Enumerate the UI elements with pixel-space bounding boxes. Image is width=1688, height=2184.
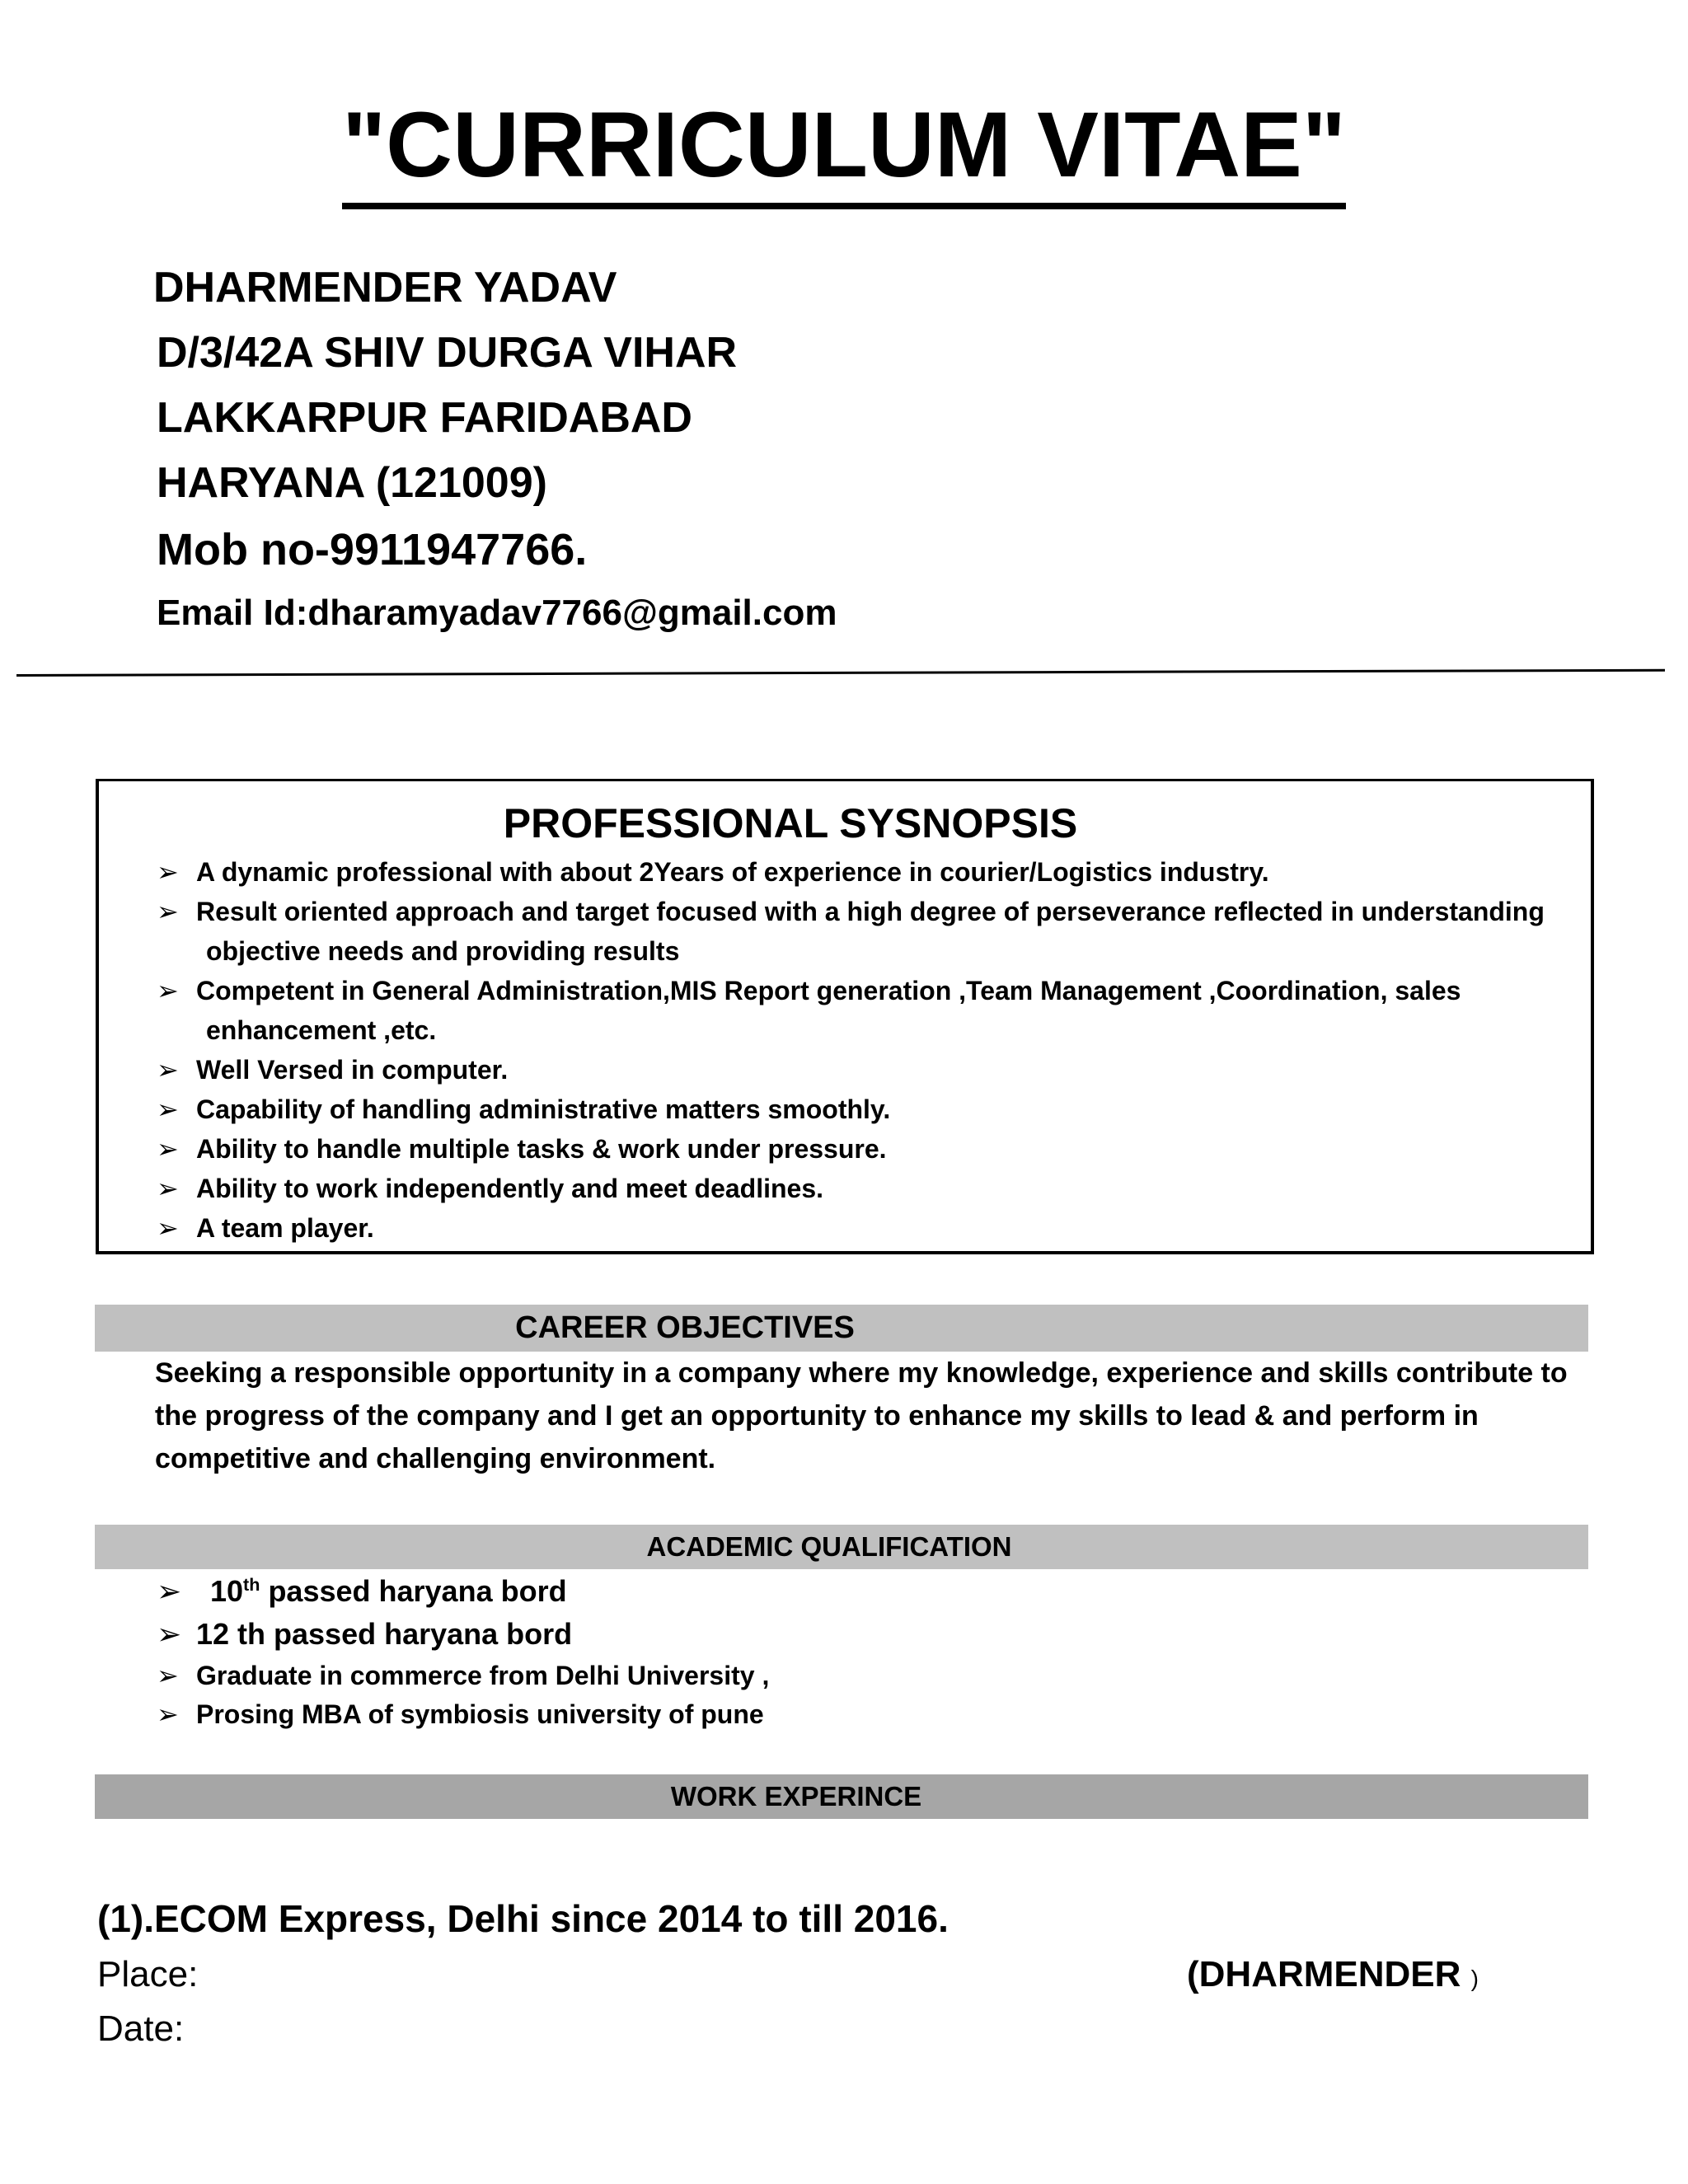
- contact-address-line2: LAKKARPUR FARIDABAD: [157, 394, 692, 442]
- synopsis-item: ➢ Result oriented approach and target focused with a high degree of perseverance reflected in understanding: [196, 892, 1545, 931]
- signature-name: (DHARMENDER: [1187, 1954, 1461, 1994]
- bullet-arrow-icon: ➢: [157, 1213, 179, 1243]
- contact-mobile: Mob no-9911947766.: [157, 525, 588, 574]
- work-entry: (1).ECOM Express, Delhi since 2014 to till 2016.: [97, 1897, 949, 1940]
- place-label: Place:: [97, 1954, 199, 1994]
- signature-close: ): [1470, 1966, 1479, 1991]
- academic-heading-bar: [95, 1525, 1588, 1569]
- academic-item: ➢ 10th passed haryana bord: [210, 1570, 567, 1613]
- academic-item: ➢ 12 th passed haryana bord: [196, 1613, 572, 1656]
- bullet-arrow-icon: ➢: [157, 857, 179, 887]
- synopsis-item: ➢ A team player.: [196, 1208, 374, 1248]
- bullet-arrow-icon: ➢: [157, 1055, 179, 1085]
- date-label: Date:: [97, 2008, 185, 2049]
- bullet-arrow-icon: ➢: [157, 1574, 182, 1608]
- academic-heading: ACADEMIC QUALIFICATION: [646, 1531, 1012, 1562]
- bullet-arrow-icon: ➢: [157, 1617, 182, 1651]
- work-heading-bar: [95, 1774, 1588, 1819]
- synopsis-item: ➢ Competent in General Administration,MIS Report generation ,Team Management ,Coordination, sales: [196, 971, 1461, 1010]
- bullet-arrow-icon: ➢: [157, 1094, 179, 1124]
- academic-item: ➢ Prosing MBA of symbiosis university of pune: [196, 1694, 764, 1734]
- contact-email: Email Id:dharamyadav7766@gmail.com: [157, 593, 837, 633]
- title-text: "CURRICULUM VITAE": [342, 93, 1346, 209]
- synopsis-item: ➢ A dynamic professional with about 2Years of experience in courier/Logistics industry.: [196, 852, 1269, 892]
- synopsis-item: ➢ Well Versed in computer.: [196, 1050, 508, 1090]
- academic-item: ➢ Graduate in commerce from Delhi University ,: [196, 1656, 769, 1695]
- bullet-arrow-icon: ➢: [157, 1661, 179, 1690]
- synopsis-item-continuation: enhancement ,etc.: [206, 1015, 437, 1045]
- synopsis-item: ➢ Capability of handling administrative matters smoothly.: [196, 1090, 890, 1129]
- career-heading: CAREER OBJECTIVES: [515, 1310, 855, 1345]
- bullet-arrow-icon: ➢: [157, 897, 179, 926]
- synopsis-item-continuation: objective needs and providing results: [206, 936, 680, 966]
- header-divider: [16, 669, 1665, 677]
- contact-name: DHARMENDER YADAV: [153, 264, 617, 312]
- contact-address-line1: D/3/42A SHIV DURGA VIHAR: [157, 329, 738, 377]
- bullet-arrow-icon: ➢: [157, 1699, 179, 1729]
- bullet-arrow-icon: ➢: [157, 1134, 179, 1164]
- career-objective-text: Seeking a responsible opportunity in a company where my knowledge, experience and skills contribute to the progress of the company and I get an opportunity to enhance my skills to lead & and perform in competitive and challenging environment.: [155, 1357, 1568, 1474]
- synopsis-heading: PROFESSIONAL SYSNOPSIS: [503, 800, 1078, 846]
- synopsis-item: ➢ Ability to handle multiple tasks & work under pressure.: [196, 1129, 887, 1169]
- bullet-arrow-icon: ➢: [157, 1174, 179, 1203]
- work-heading: WORK EXPERINCE: [670, 1781, 922, 1811]
- synopsis-item: ➢ Ability to work independently and meet deadlines.: [196, 1169, 823, 1208]
- contact-address-line3: HARYANA (121009): [157, 459, 547, 507]
- document-title: [0, 93, 1688, 196]
- career-heading-bar: [95, 1305, 1588, 1352]
- bullet-arrow-icon: ➢: [157, 976, 179, 1005]
- signature: [1187, 1954, 1479, 1994]
